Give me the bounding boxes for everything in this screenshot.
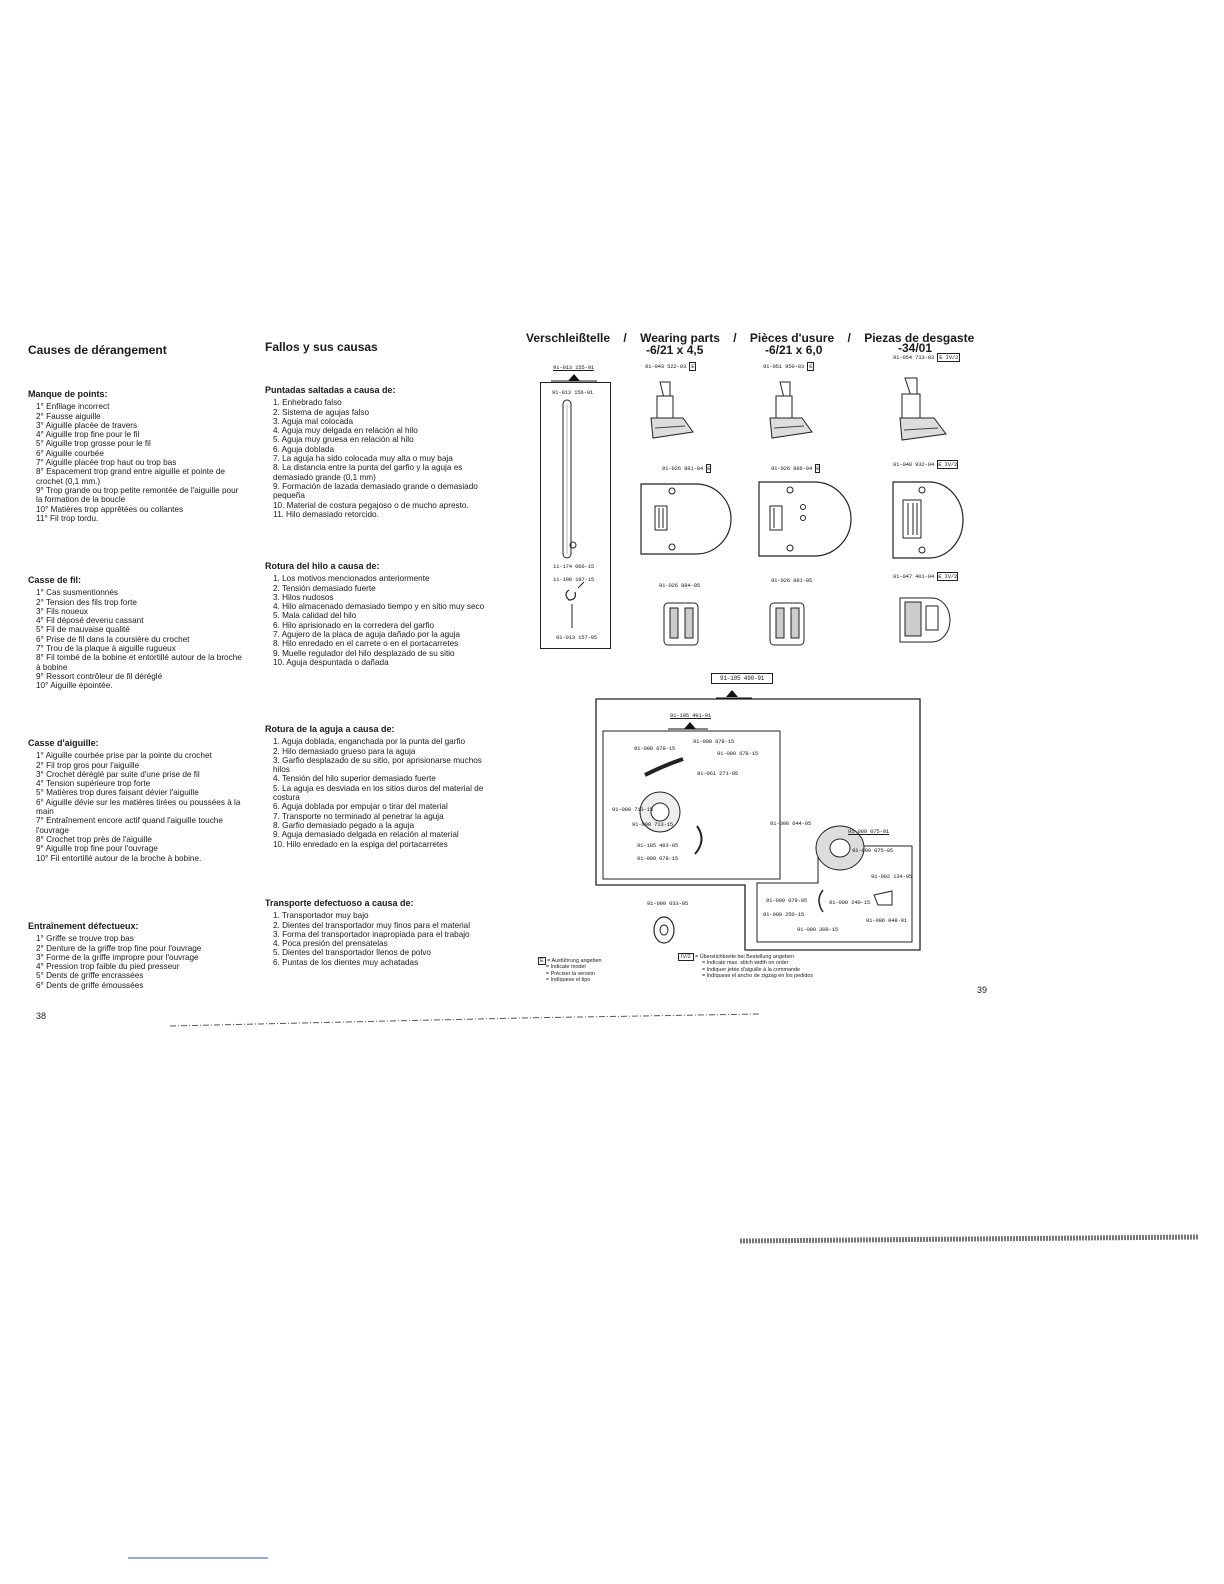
section-heading: Rotura de la aguja a causa de:: [265, 724, 395, 734]
list-item: 11° Fil trop tordu.: [36, 513, 99, 523]
list-item: 8° Espacement trop grand entre aiguille et pointe de crochet (0,1 mm.): [36, 467, 225, 486]
list-item: 9° Aiguille trop fine pour l'ouvrage: [36, 844, 158, 854]
list-item: 7° Trou de la plaque à aiguille rugueux: [36, 644, 176, 654]
list-item: 8. Hilo enredado en el carrete o en el portacarretes: [273, 639, 459, 649]
plate-code-1: 91-026 884-05: [659, 582, 701, 589]
list-item: 10° Aiguille épointée.: [36, 681, 113, 691]
list-item: 4° Fil déposé devenu cassant: [36, 616, 144, 626]
section-heading: Casse d'aiguille:: [28, 738, 99, 748]
size-col-1: -6/21 x 4,5: [646, 343, 704, 357]
hook-label-13: 91-009 079-05: [766, 897, 808, 904]
code-col-2: 91-051 950-03 E: [763, 363, 813, 370]
section-heading: Transporte defectuoso a causa de:: [265, 898, 414, 908]
section-heading: Rotura del hilo a causa de:: [265, 561, 380, 571]
list-item: 4. Aguja muy delgada en relación al hilo: [273, 426, 418, 436]
list-item: 10. Hilo enredado en la espiga del portacarretes: [273, 839, 448, 849]
list-item: 2. Sistema de agujas falso: [273, 407, 370, 417]
title-sep-2: /: [733, 331, 737, 345]
list-item: 5. Mala calidad del hilo: [273, 611, 357, 621]
hook-label-10: 91-009 075-91: [848, 828, 890, 835]
list-item: 4. Tensión del hilo superior demasiado fuerte: [273, 774, 436, 784]
list-item: 2° Fil trop gros pour l'aiguille: [36, 760, 140, 770]
list-item: 5° Fil de mauvaise qualité: [36, 625, 130, 635]
hook-label-9: 91-008 644-05: [770, 820, 812, 827]
plate-code-3: 91-047 401-04 E IV/2: [893, 573, 958, 580]
list-item: 2. Tensión demasiado fuerte: [273, 583, 376, 593]
list-item: 4° Aiguille trop fine pour le fil: [36, 430, 140, 440]
list-item: 7° Entraînement encore actif quand l'aiguille touche l'ouvrage: [36, 816, 223, 835]
plate-code-2: 91-026 891-05: [771, 577, 813, 584]
list-item: 8. La distancia entre la punta del garfio y la aguja es demasiado grande (0,1 mm): [273, 463, 463, 482]
list-item: 1. Enhebrado falso: [273, 398, 342, 408]
list-item: 9° Ressort contrôleur de fil déréglé: [36, 671, 163, 681]
french-title: Causes de dérangement: [28, 343, 167, 357]
bobbin-code: 91-009 033-05: [647, 900, 689, 907]
hook-label-14: 91-000 240-15: [829, 899, 871, 906]
list-item: 8° Crochet trop près de l'aiguille: [36, 834, 152, 844]
size-col-3: -34/01: [898, 341, 933, 355]
list-item: 1° Cas susmentionnés: [36, 588, 119, 598]
foot-code-1: 91-026 881-04 E: [662, 465, 711, 472]
hook-label-3: 91-000 678-15: [717, 750, 759, 757]
hook-label-7: 91-105 493-05: [637, 842, 679, 849]
code-col-3: 91-054 713-03 E IV/2: [893, 354, 959, 361]
list-item: 6. Aguja doblada: [273, 444, 335, 454]
list-item: 3. Aguja mal colocada: [273, 416, 354, 426]
section-heading: Casse de fil:: [28, 575, 82, 585]
list-item: 3° Crochet déréglé par suite d'une prise de fil: [36, 769, 200, 779]
hook-top-code: 91-105 490-91: [711, 673, 773, 684]
legend-right: IV/2 = Überstichbreite bei Bestellung angeben = Indicate max. stitch width on order = Indiquer jetée d'aiguille à la commande = Indíquese el ancho de zigzag en los pedidos: [678, 954, 813, 979]
list-item: 6. Puntas de los dientes muy achatadas: [273, 957, 419, 967]
list-item: 3. Garfio desplazado de su sitio, por aprisionarse muchos hilos: [273, 755, 482, 775]
assembly-inner-code: 91-013 156-91: [552, 389, 594, 396]
list-item: 5° Matières trop dures faisant dévier l'aiguille: [36, 788, 199, 798]
list-item: 9. Aguja demasiado delgada en relación al material: [273, 830, 459, 840]
hook-label-15: 91-000 250-15: [763, 911, 805, 918]
list-item: 10. Aguja despuntada o dañada: [273, 657, 389, 667]
title-english: Wearing parts: [640, 331, 720, 345]
assembly-code-2: 11-108 187-15: [553, 576, 595, 583]
list-item: 1° Enfilage incorrect: [36, 402, 110, 412]
legend-left: E = Ausführung angeben = Indicate model = Préciser la version = Indíquese el tipo: [540, 958, 602, 983]
page-number-right: 39: [977, 985, 988, 995]
list-item: 6° Aiguille dévie sur les matières tirées ou poussées à la main: [36, 797, 241, 817]
list-item: 4. Hilo almacenado demasiado tiempo y en sitio muy seco: [273, 602, 485, 612]
list-item: 4° Tension supérieure trop forte: [36, 779, 151, 789]
title-spanish: Piezas de desgaste: [864, 331, 975, 345]
section-heading: Manque de points:: [28, 389, 108, 399]
title-german: Verschleißtelle: [526, 331, 611, 345]
list-item: 2. Dientes del transportador muy finos para el material: [273, 920, 471, 930]
size-col-2: -6/21 x 6,0: [765, 343, 823, 357]
assembly-code-3: 91-013 157-05: [556, 634, 598, 641]
title-sep-1: /: [623, 331, 627, 345]
list-item: 7° Aiguille placée trop haut ou trop bas: [36, 458, 177, 468]
list-item: 6. Aguja doblada por empujar o tirar del material: [273, 802, 448, 812]
list-item: 6° Prise de fil dans la coursière du crochet: [36, 634, 190, 644]
list-item: 3. Hilos nudosos: [273, 592, 334, 602]
list-item: 10° Fil entortillé autour de la broche à bobine.: [36, 853, 202, 863]
hook-label-17: 91-000 309-15: [797, 926, 839, 933]
list-item: 4. Poca presión del prensatelas: [273, 939, 388, 949]
section-heading: Entraînement défectueux:: [28, 921, 139, 931]
hook-label-2: 91-000 678-15: [634, 745, 676, 752]
list-item: 6. Hilo aprisionado en la corredera del garfio: [273, 620, 435, 630]
foot-code-2: 91-026 886-04 E: [771, 465, 820, 472]
hook-label-6: 91-000 713-15: [632, 821, 674, 828]
list-item: 6° Aiguille courbée: [36, 448, 104, 458]
list-item: 9° Trop grande ou trop petite remontée de l'aiguille pour la formation de la boucle: [36, 485, 239, 505]
list-item: 7. Transporte no terminado al penetrar la aguja: [273, 811, 444, 821]
list-item: 11. Hilo demasiado retorcido.: [273, 509, 379, 519]
assembly-top-code: 91-013 155-91: [553, 364, 595, 371]
foot-code-3: 91-048 932-04 E IV/2: [893, 461, 958, 468]
list-item: 2. Hilo demasiado grueso para la aguja: [273, 746, 416, 756]
list-item: 8. Garfio demasiado pegado a la aguja: [273, 820, 415, 830]
hook-label-16: 91-006 048-01: [866, 917, 908, 924]
list-item: 5. Aguja muy gruesa en relación al hilo: [273, 435, 414, 445]
page-number-left: 38: [36, 1011, 47, 1021]
list-item: 1° Aiguille courbée prise par la pointe du crochet: [36, 751, 212, 761]
list-item: 4° Pression trop faible du pied presseur: [36, 962, 180, 972]
list-item: 1. Los motivos mencionados anteriormente: [273, 574, 430, 584]
spanish-title: Fallos y sus causas: [265, 340, 378, 354]
hook-inner-code: 91-105 491-91: [670, 712, 712, 719]
hook-label-1: 91-000 878-15: [693, 738, 735, 745]
hook-label-4: 91-061 271-05: [697, 770, 739, 777]
list-item: 1. Transportador muy bajo: [273, 911, 369, 921]
list-item: 8° Fil tombé de la bobine et entortillé autour de la broche à bobine: [36, 653, 242, 672]
list-item: 9. Muelle regulador del hilo desplazado de su sitio: [273, 648, 455, 658]
list-item: 3. Forma del transportador inapropiada para el trabajo: [273, 929, 470, 939]
list-item: 1. Aguja doblada, enganchada por la punta del garfio: [273, 737, 466, 747]
list-item: 2° Denture de la griffe trop fine pour l'ouvrage: [36, 943, 202, 953]
list-item: 10. Material de costura pegajoso o de mucho apresto.: [273, 500, 469, 510]
list-item: 5. Dientes del transportador llenos de polvo: [273, 948, 431, 958]
list-item: 7. La aguja ha sido colocada muy alta o muy baja: [273, 454, 453, 464]
list-item: 5° Dents de griffe encrassées: [36, 971, 144, 981]
list-item: 2° Tension des fils trop forte: [36, 597, 137, 607]
list-item: 2° Fausse aiguille: [36, 411, 101, 421]
hook-label-12: 91-002 134-05: [871, 873, 913, 880]
list-item: 5° Aiguille trop grosse pour le fil: [36, 439, 151, 449]
list-item: 9. Formación de lazada demasiado grande o demasiado pequeña: [273, 481, 478, 501]
list-item: 3° Aiguille placée de travers: [36, 420, 138, 430]
title-french: Pièces d'usure: [749, 331, 835, 345]
list-item: 7. Agujero de la placa de aguja dañado por la aguja: [273, 630, 461, 640]
list-item: 5. La aguja es desviada en los sitios duros del material de costura: [273, 783, 484, 803]
code-col-1: 91-043 522-03 E: [645, 363, 695, 370]
hook-label-8: 91-009 078-15: [637, 855, 679, 862]
list-item: 3° Forme de la griffe impropre pour l'ouvrage: [36, 952, 199, 962]
assembly-code-1: 11-174 066-15: [553, 563, 595, 570]
hook-label-5: 91-000 713-15: [612, 806, 654, 813]
list-item: 6° Dents de griffe émoussées: [36, 980, 144, 990]
title-sep-3: /: [847, 331, 851, 345]
hook-label-11: 91-009 075-05: [852, 847, 894, 854]
list-item: 10° Matières trop apprêtées ou collantes: [36, 504, 184, 514]
list-item: 3° Fils noueux: [36, 606, 88, 616]
list-item: 1° Griffe se trouve trop bas: [36, 934, 134, 944]
section-heading: Puntadas saltadas a causa de:: [265, 385, 396, 395]
